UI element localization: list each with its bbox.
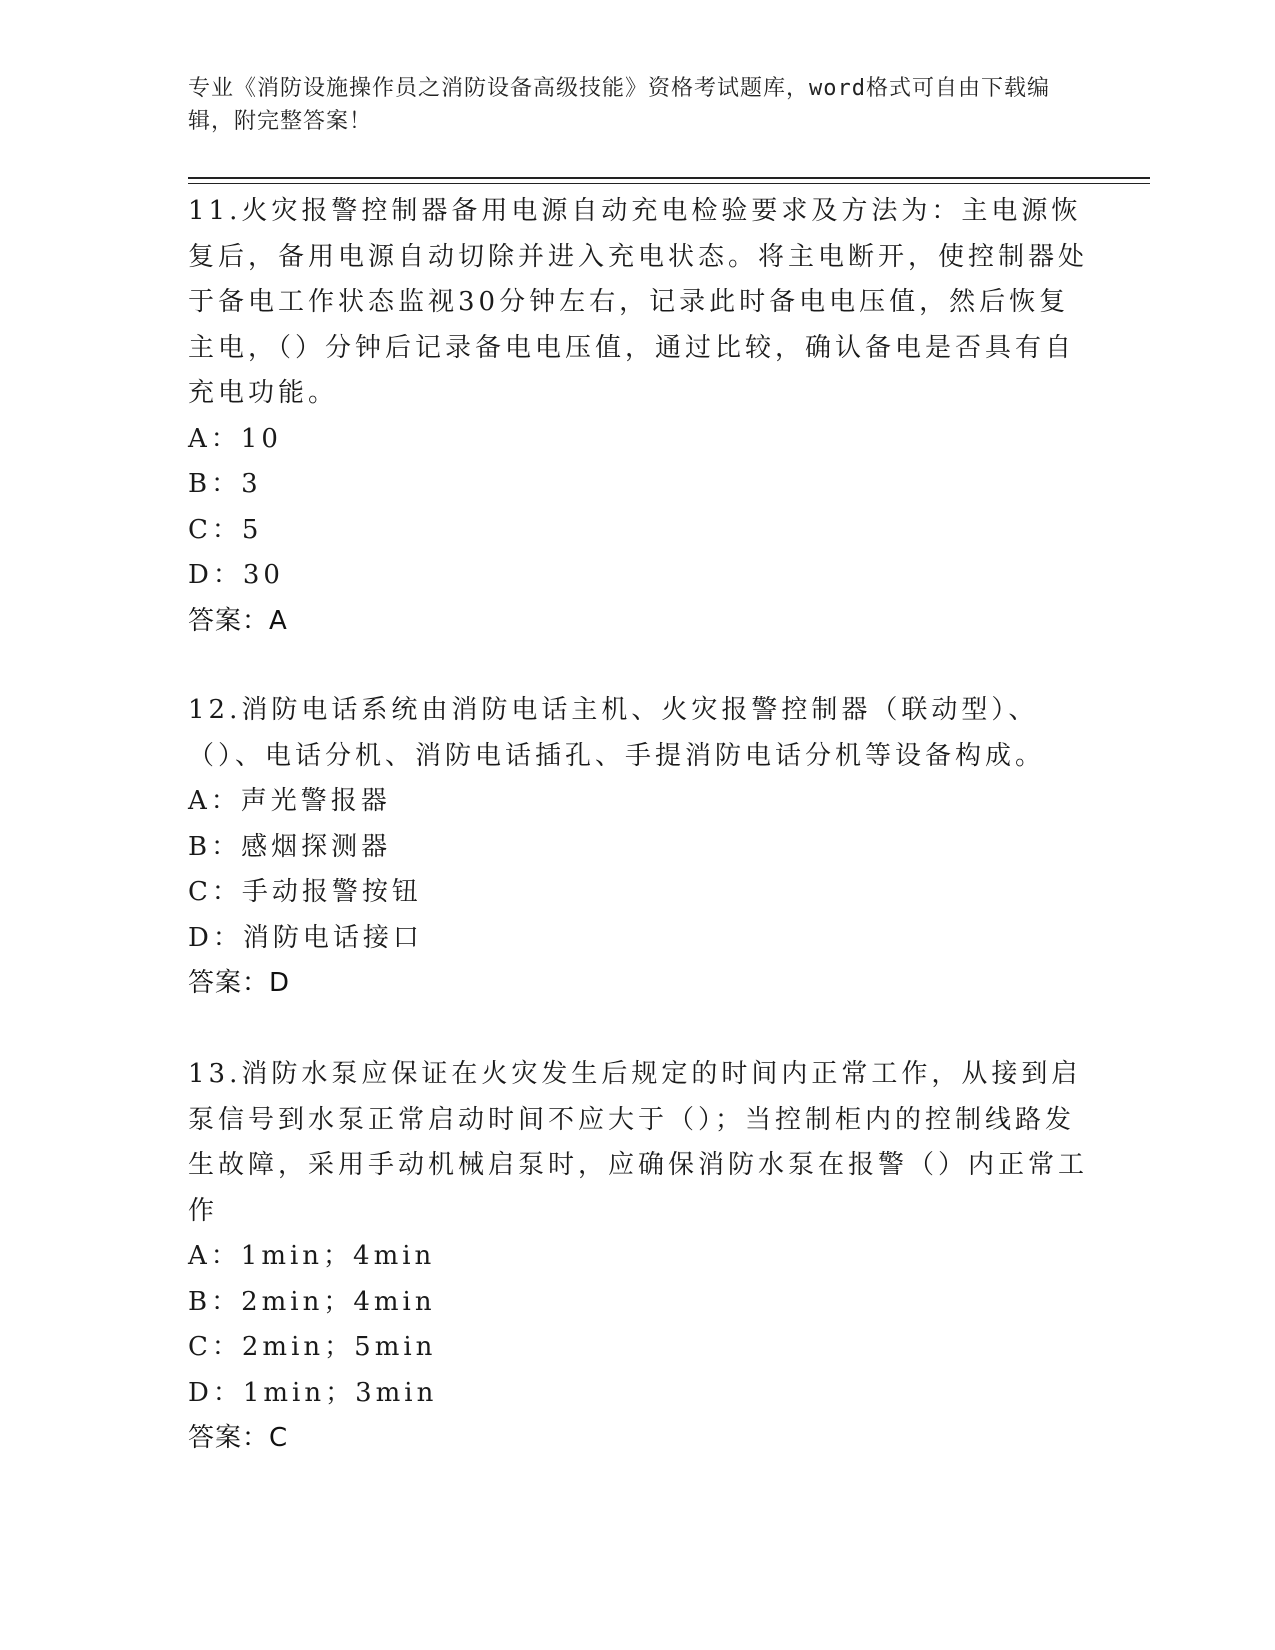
option-a: A：1min；4min: [188, 1241, 436, 1271]
option-d: D：1min；3min: [188, 1377, 438, 1408]
question-stem: 13.消防水泵应保证在火灾发生后规定的时间内正常工作，从接到启泵信号到水泵正常启动时间不应大于（）；当控制柜内的控制线路发生故障，采用手动机械启泵时，应确保消防水泵在报警（）内正常工作: [188, 1059, 1089, 1226]
option-list: [188, 417, 1088, 599]
option-a: A：10: [188, 423, 282, 454]
answer-line: 答案：D: [188, 968, 291, 998]
option-list: [188, 1234, 1088, 1416]
option-c: C：手动报警按钮: [188, 877, 422, 907]
option-a: A：声光警报器: [188, 786, 391, 816]
option-d: D：消防电话接口: [188, 922, 423, 953]
question-stem: 11.火灾报警控制器备用电源自动充电检验要求及方法为：主电源恢复后，备用电源自动切除并进入充电状态。将主电断开，使控制器处于备电工作状态监视30分钟左右，记录此时备电电压值，然后恢复主电，（）分钟后记录备电电压值，通过比较，确认备电是否具有自充电功能。: [188, 196, 1089, 408]
question-12: [188, 688, 1088, 1007]
option-c: C：2min；5min: [188, 1332, 437, 1362]
option-list: [188, 779, 1088, 961]
header-divider-thick: [188, 177, 1150, 179]
answer-line: 答案：C: [188, 1423, 289, 1453]
option-b: B：3: [188, 469, 262, 499]
option-c: C：5: [188, 514, 263, 545]
header-divider-thin: [188, 183, 1150, 184]
answer-line: 答案：A: [188, 605, 288, 636]
option-d: D：30: [188, 560, 284, 590]
document-intro: 专业《消防设施操作员之消防设备高级技能》资格考试题库，word格式可自由下载编辑，附完整答案！: [188, 76, 1050, 134]
question-13: [188, 1052, 1088, 1462]
question-stem: 12.消防电话系统由消防电话主机、火灾报警控制器（联动型）、（）、电话分机、消防电话插孔、手提消防电话分机等设备构成。: [188, 695, 1046, 771]
option-b: B：感烟探测器: [188, 831, 392, 862]
question-11: [188, 189, 1088, 644]
option-b: B：2min；4min: [188, 1286, 436, 1317]
